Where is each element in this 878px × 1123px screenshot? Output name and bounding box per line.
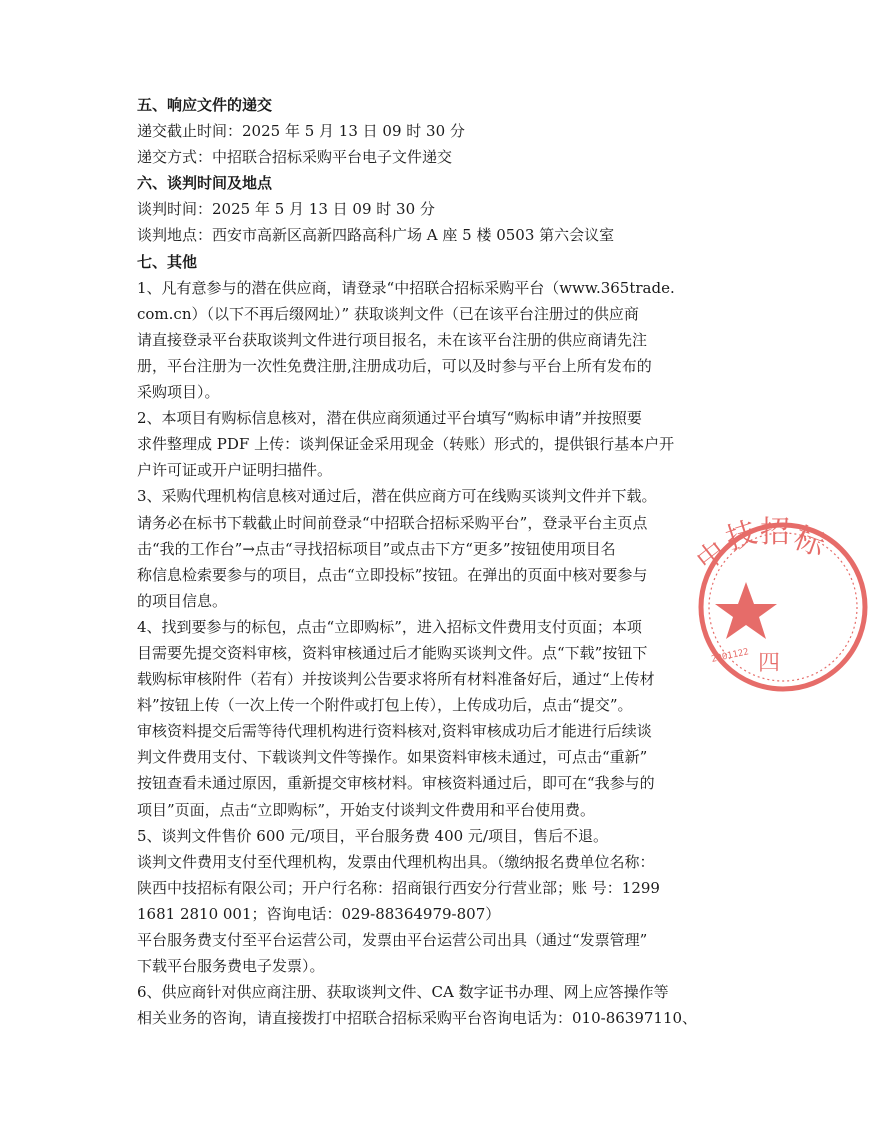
text-line: 3、采购代理机构信息核对通过后，潜在供应商方可在线购买谈判文件并下载。 (137, 487, 657, 506)
text-line: 项目”页面，点击“立即购标”，开始支付谈判文件费用和平台使用费。 (137, 800, 596, 819)
text-line: 按钮查看未通过原因，重新提交审核材料。审核资料通过后，即可在“我参与的 (137, 774, 655, 793)
text-line: 递交方式：中招联合招标采购平台电子文件递交 (137, 148, 453, 167)
text-line: 6、供应商针对供应商注册、获取谈判文件、CA 数字证书办理、网上应答操作等 (137, 983, 669, 1002)
section-heading: 六、谈判时间及地点 (137, 174, 273, 193)
text-line: 料”按钮上传（一次上传一个附件或打包上传），上传成功后，点击“提交”。 (137, 696, 633, 715)
text-line: com.cn）（以下不再后缀网址）” 获取谈判文件（已在该平台注册过的供应商 (137, 304, 639, 323)
text-line: 2、本项目有购标信息核对，潜在供应商须通过平台填写“购标申请”并按照要 (137, 409, 642, 428)
svg-text:技: 技 (721, 515, 762, 558)
text-line: 称信息检索要参与的项目，点击“立即投标”按钮。在弹出的页面中核对要参与 (137, 565, 648, 584)
text-line: 请直接登录平台获取谈判文件进行项目报名，未在该平台注册的供应商请先注 (137, 330, 648, 349)
text-line: 1681 2810 001；咨询电话：029-88364979-807） (137, 904, 501, 923)
text-line: 相关业务的咨询，请直接拨打中招联合招标采购平台咨询电话为：010-86397110、 (137, 1009, 698, 1028)
text-line: 下载平台服务费电子发票）。 (137, 957, 325, 976)
text-line: 采购项目）。 (137, 383, 220, 402)
text-line: 平台服务费支付至平台运营公司，发票由平台运营公司出具（通过“发票管理” (137, 931, 648, 949)
text-line: 击“我的工作台”→点击“寻找招标项目”或点击下方“更多”按钮使用项目名 (137, 539, 616, 558)
text-line: 5、谈判文件售价 600 元/项目，平台服务费 400 元/项目，售后不退。 (137, 826, 608, 845)
text-line: 谈判时间：2025 年 5 月 13 日 09 时 30 分 (137, 200, 435, 219)
svg-text:中: 中 (689, 534, 733, 578)
text-line: 户许可证或开户证明扫描件。 (137, 461, 333, 480)
text-line: 谈判文件费用支付至代理机构，发票由代理机构出具。（缴纳报名费单位名称： (137, 852, 655, 871)
text-line: 册，平台注册为一次性免费注册,注册成功后，可以及时参与平台上所有发布的 (137, 356, 652, 375)
text-line: 的项目信息。 (137, 591, 228, 610)
text-line: 载购标审核附件（若有）并按谈判公告要求将所有材料准备好后，通过“上传材 (137, 670, 655, 689)
text-line: 递交截止时间：2025 年 5 月 13 日 09 时 30 分 (137, 122, 465, 141)
text-line: 陕西中技招标有限公司；开户行名称：招商银行西安分行营业部；账 号：1299 (137, 878, 660, 897)
text-line: 4、找到要参与的标包，点击“立即购标”，进入招标文件费用支付页面；本项 (137, 617, 642, 636)
text-line: 目需要先提交资料审核，资料审核通过后才能购买谈判文件。点“下载”按钮下 (137, 643, 648, 662)
text-line: 审核资料提交后需等待代理机构进行资料核对,资料审核成功后才能进行后续谈 (137, 722, 652, 741)
text-line: 1、凡有意参与的潜在供应商，请登录“中招联合招标采购平台（www.365trade. (137, 278, 675, 297)
text-line: 谈判地点：西安市高新区高新四路高科广场 A 座 5 楼 0503 第六会议室 (137, 226, 615, 245)
document-body (137, 92, 697, 1031)
svg-text:四: 四 (758, 651, 781, 676)
section-heading: 五、响应文件的递交 (137, 96, 273, 114)
seal-star-icon (715, 582, 777, 639)
svg-text:招: 招 (760, 515, 790, 550)
svg-text:标: 标 (789, 520, 830, 564)
text-line: 求件整理成 PDF 上传：谈判保证金采用现金（转账）形式的，提供银行基本户开 (137, 435, 675, 454)
text-line: 请务必在标书下载截止时间前登录“中招联合招标采购平台”，登录平台主页点 (137, 513, 648, 532)
text-line: 判文件费用支付、下载谈判文件等操作。如果资料审核未通过，可点击“重新” (137, 748, 648, 767)
section-heading: 七、其他 (137, 252, 198, 271)
svg-text:2901122: 2901122 (710, 647, 750, 665)
company-seal (688, 512, 878, 702)
